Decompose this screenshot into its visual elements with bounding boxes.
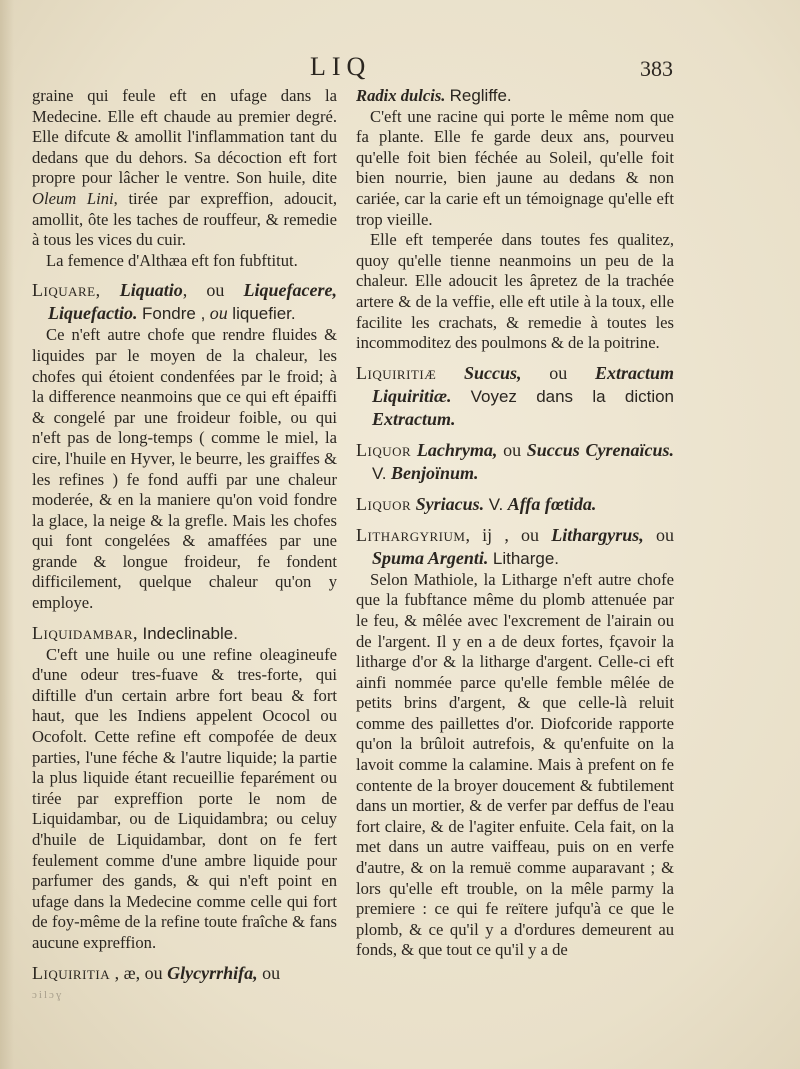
entry-liquor-lachryma: [356, 439, 674, 485]
latin-syriacus: Syriacus.: [415, 493, 485, 514]
conj-ou: , ou: [182, 280, 225, 301]
cross-reference-v: V.: [372, 463, 387, 483]
page-gutter-shadow: [0, 0, 14, 1069]
lithargyrium-inflection: , ij , ou: [465, 524, 540, 545]
entry-succus: [356, 362, 674, 431]
left-column: [32, 86, 337, 1005]
conj-ou: ou: [503, 439, 522, 460]
bleed-through-fragment: ɔilɔɣ: [32, 988, 64, 1001]
headword-liquiritiae: Liquiritiæ: [356, 362, 437, 383]
page-header: [0, 52, 800, 86]
althaea-text-2: , tirée par expreffion, adoucit, amollit, ôte les taches de rouffeur, & remedie à tous les vices du cuir.: [32, 188, 337, 250]
conj-ou: ou: [656, 524, 674, 545]
cross-reference: Voyez dans la diction: [470, 386, 675, 406]
latin-succus: Succus,: [464, 362, 522, 383]
althaea-continuation: [32, 86, 337, 251]
latin-liquatio: Liquatio: [119, 280, 183, 301]
latin-lithargyrus: Lithargyrus,: [551, 524, 644, 545]
running-head: LIQ: [310, 52, 372, 81]
definition-radix-1: C'eft une racine qui porte le même nom que fa plante. Elle fe garde deux ans, pourveu qu'elle foit bien féchée au Soleil, qu'elle foit bien nourrie, bien jaune au dedans & non cariée, car la carie eft un témoignage qu'elle eft trop vieille.: [356, 106, 674, 229]
latin-benjoinum: Benjoïnum.: [391, 462, 479, 483]
conj-ou: ou: [549, 362, 568, 383]
latin-glycyrrhisa: Glycyrrhifa,: [167, 962, 258, 983]
right-column: [356, 86, 674, 961]
definition-liquidambar: C'eft une huile ou une refine oleagineufe d'une odeur tres-fuave & tres-forte, qui diftille d'un certain arbre fort beau & fort haut, que les Indiens appelent Ococol ou Ocofolt. Cette refine eft compofée de deux parties, l'une féche & l'autre liquide; la partie la plus liquide étant recueillie feparément ou tirée par expreffion porte le nom de Liquidambar, ou de Liquidambra; ou celuy d'huile de Liquidambar, dont on fe fert feulement comme d'une ambre liquide pour parfumer des gands, & qui n'eft point en ufage dans la Medecine comme celle qui fort de foy-même de la refine toute fraîche & fans aucune expreffion.: [32, 644, 337, 952]
entry-liquidambar: [32, 622, 337, 645]
page-number: 383: [640, 56, 673, 81]
latin-extractum: Extractum Liquiritiæ.: [372, 362, 674, 406]
gloss-fondre: Fondre ,: [141, 304, 206, 324]
liquiritia-inflection: , æ, ou: [114, 962, 163, 983]
gloss-litharge: Litharge.: [492, 548, 560, 568]
latin-spuma-argenti: Spuma Argenti.: [372, 547, 489, 568]
latin-lachryma: Lachryma,: [416, 439, 498, 460]
cross-reference-v: V.: [488, 494, 504, 514]
entry-radix-dulcis: [356, 86, 674, 107]
althaea-substitute: La femence d'Althæa eft fon fubftitut.: [46, 250, 298, 270]
gloss-reglisse: Regliffe.: [449, 86, 512, 105]
althaea-text: graine qui feule eft en ufage dans la Medecine. Elle eft chaude au premier degré. Elle difcute & amollit l'inflammation tant du dedans que du dehors. Sa décoction eft fort propre pour lâcher le ventre. Son huile, dite: [32, 86, 337, 188]
headword-liquiritia: Liquiritia: [32, 962, 111, 983]
latin-liquefacere: Liquefacere, Liquefactio.: [48, 280, 338, 324]
gloss-liquefier: liquefier.: [232, 304, 296, 324]
headword-liquor: Liquor: [356, 493, 412, 514]
latin-succus-cyrenaicus: Succus Cyrenaïcus.: [526, 439, 675, 460]
latin-extractum-ref: Extractum.: [372, 408, 456, 429]
entry-liquiritia: [32, 962, 337, 985]
latin-assa-foetida: Affa fœtida.: [507, 493, 597, 514]
oleum-lini-term: Oleum Lini: [32, 188, 114, 208]
entry-liquare: [32, 279, 337, 325]
definition-radix-2: Elle eft temperée dans toutes fes qualitez, quoy qu'elle tienne neanmoins un peu de la chaleur. Elle adoucit les âpretez de la trachée artere & de la veffie, elle eft utile à la toux, elle facilite les crachats, & remedie à toutes les incommoditez des poulmons & de la poitrine.: [356, 230, 674, 353]
gloss-indeclinable: Indeclinable.: [142, 623, 238, 643]
definition-lithargyrium: Selon Mathiole, la Litharge n'eft autre chofe que la fubftance même du plomb attenuée par le feu, & mêlée avec l'excrement de l'airain ou de l'argent. Il y en a de deux fortes, fçavoir la litharge d'or & la litharge d'argent. Celle-ci eft ainfi nommée parce qu'elle femble mêlée de petits brins d'argent, & que celle-là reluit comme des paillettes d'or. Diofcoride rapporte qu'on la brûloit autrefois, & qu'enfuite on la lavoit comme la calamine. Mais à prefent on fe contente de la broyer doucement & fubtilement dans un mortier, & de verfer par deffus de l'eau fort claire, & de l'agiter enfuite. Cela fait, on la met dans un autre vaiffeau, puis on en verfe d'autre, & on la remuë comme auparavant ; & lors qu'elle eft trouble, on la mêle parmy la premiere : ce qui fe reïtere jufqu'à ce que le plomb, & ce qu'il y a d'ordures demeurent au fonds, & que tout ce qu'il y a de: [356, 569, 674, 960]
definition-liquare: Ce n'eft autre chofe que rendre fluides & liquides par le moyen de la chaleur, les chofes qui étoient condenfées par le froid; à la difference neanmoins que ce qui eft épaiffi & congelé par une froideur foible, ou qui n'eft pas de long-temps ( comme le miel, la cire, l'huile en Hyver, le beurre, les graiffes & les refines ) fe fond auffi par une chaleur moderée, & en la maniere qu'on void fondre la glace, la neige & la grefle. Mais les chofes qui font congelées & amaffées par une grande & longue froideur, fe fondent difficilement, quelque chaleur qu'on y employe.: [32, 325, 337, 613]
conj-ou-italic: ou: [209, 303, 228, 324]
entry-liquor-syriacus: [356, 493, 674, 516]
latin-radix-dulcis: Radix dulcis.: [356, 86, 446, 105]
entry-lithargyrium: [356, 524, 674, 570]
headword-lithargyrium: Lithargyrium: [356, 524, 466, 545]
headword-liquor: Liquor: [356, 439, 412, 460]
headword-liquare: Liquare,: [32, 280, 101, 301]
conj-ou: ou: [262, 962, 281, 983]
headword-liquidambar: Liquidambar,: [32, 622, 138, 643]
